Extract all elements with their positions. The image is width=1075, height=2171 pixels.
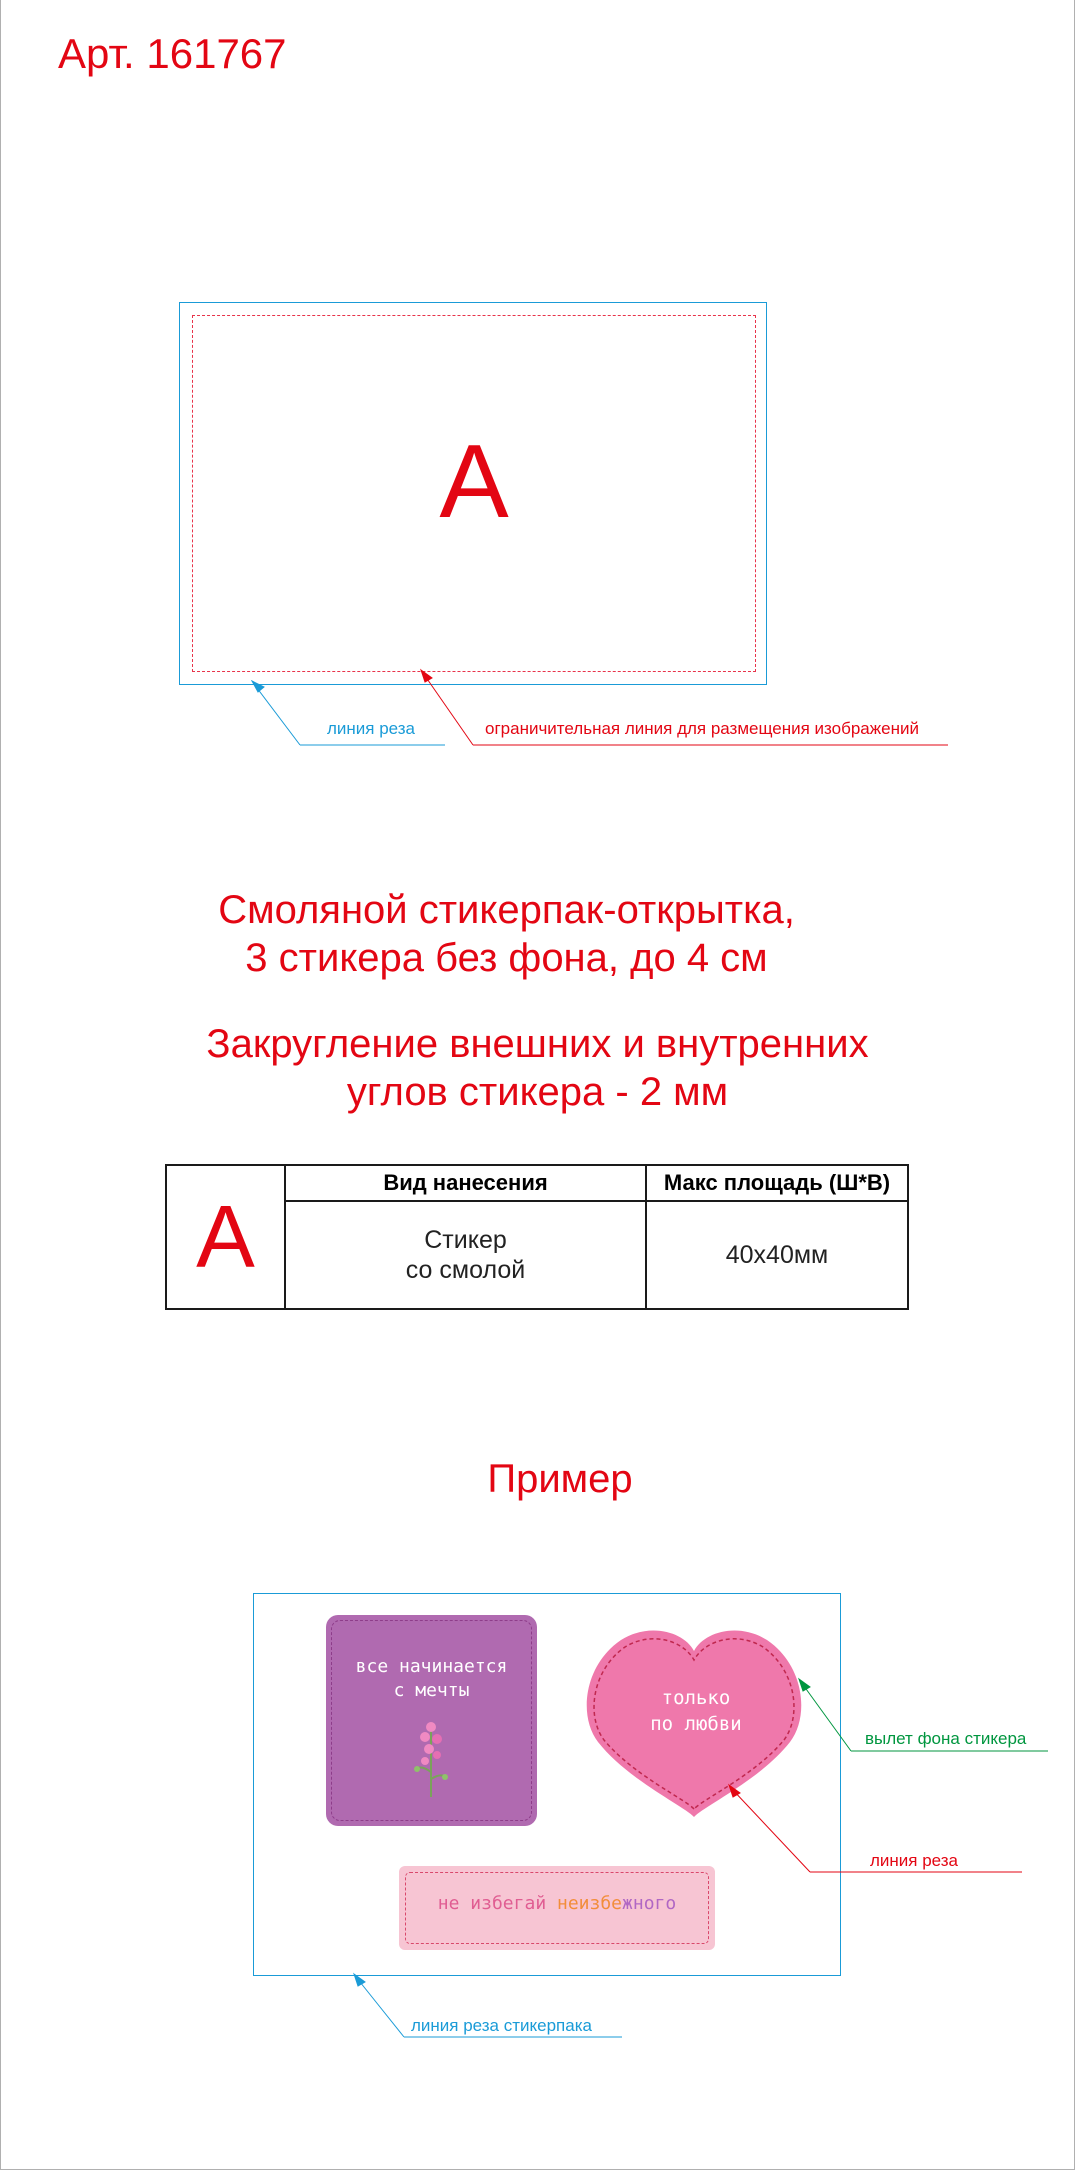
safe-line-leader <box>421 670 948 745</box>
rounding-line1: Закругление внешних и внутренних <box>206 1022 869 1066</box>
article-number: Арт. 161767 <box>58 30 287 77</box>
sticker-dream-line1: все начинается <box>355 1656 508 1677</box>
heart-line2: по любви <box>650 1713 742 1735</box>
safe-line-label: ограничительная линия для размещения изображений <box>485 719 919 738</box>
cell-method-line1: Стикер <box>424 1226 507 1254</box>
sticker-inevitable-text <box>399 1893 715 1914</box>
cut-line-label: линия реза <box>327 719 416 738</box>
zone-letter: А <box>439 424 509 540</box>
sticker-dream-line2: с мечты <box>393 1680 470 1701</box>
cut-line-leader <box>252 681 445 745</box>
table-zone-letter: А <box>166 1165 285 1309</box>
sticker-inevitable <box>399 1866 715 1950</box>
pack-cut-label: линия реза стикерпака <box>411 2016 592 2035</box>
product-title-line1: Смоляной стикерпак-открытка, <box>218 888 795 932</box>
example-cut-label: линия реза <box>870 1851 959 1870</box>
sticker-inevitable-word2: неизбе <box>557 1893 623 1914</box>
cell-max-area: 40x40мм <box>646 1201 908 1309</box>
example-heading: Пример <box>487 1457 633 1501</box>
rounding-line2: углов стикера - 2 мм <box>346 1070 729 1114</box>
heart-line1: только <box>661 1687 731 1709</box>
header-method: Вид нанесения <box>285 1165 646 1201</box>
cell-method-line2: со смолой <box>405 1256 526 1284</box>
header-max-area: Макс площадь (Ш*В) <box>646 1165 908 1201</box>
sticker-inevitable-word3: жного <box>622 1893 677 1914</box>
sticker-inevitable-word1: не избегай <box>437 1893 547 1914</box>
product-title-line2: 3 стикера без фона, до 4 см <box>245 936 768 980</box>
bleed-label: вылет фона стикера <box>865 1729 1027 1748</box>
heart-sticker-text <box>586 1685 806 1737</box>
